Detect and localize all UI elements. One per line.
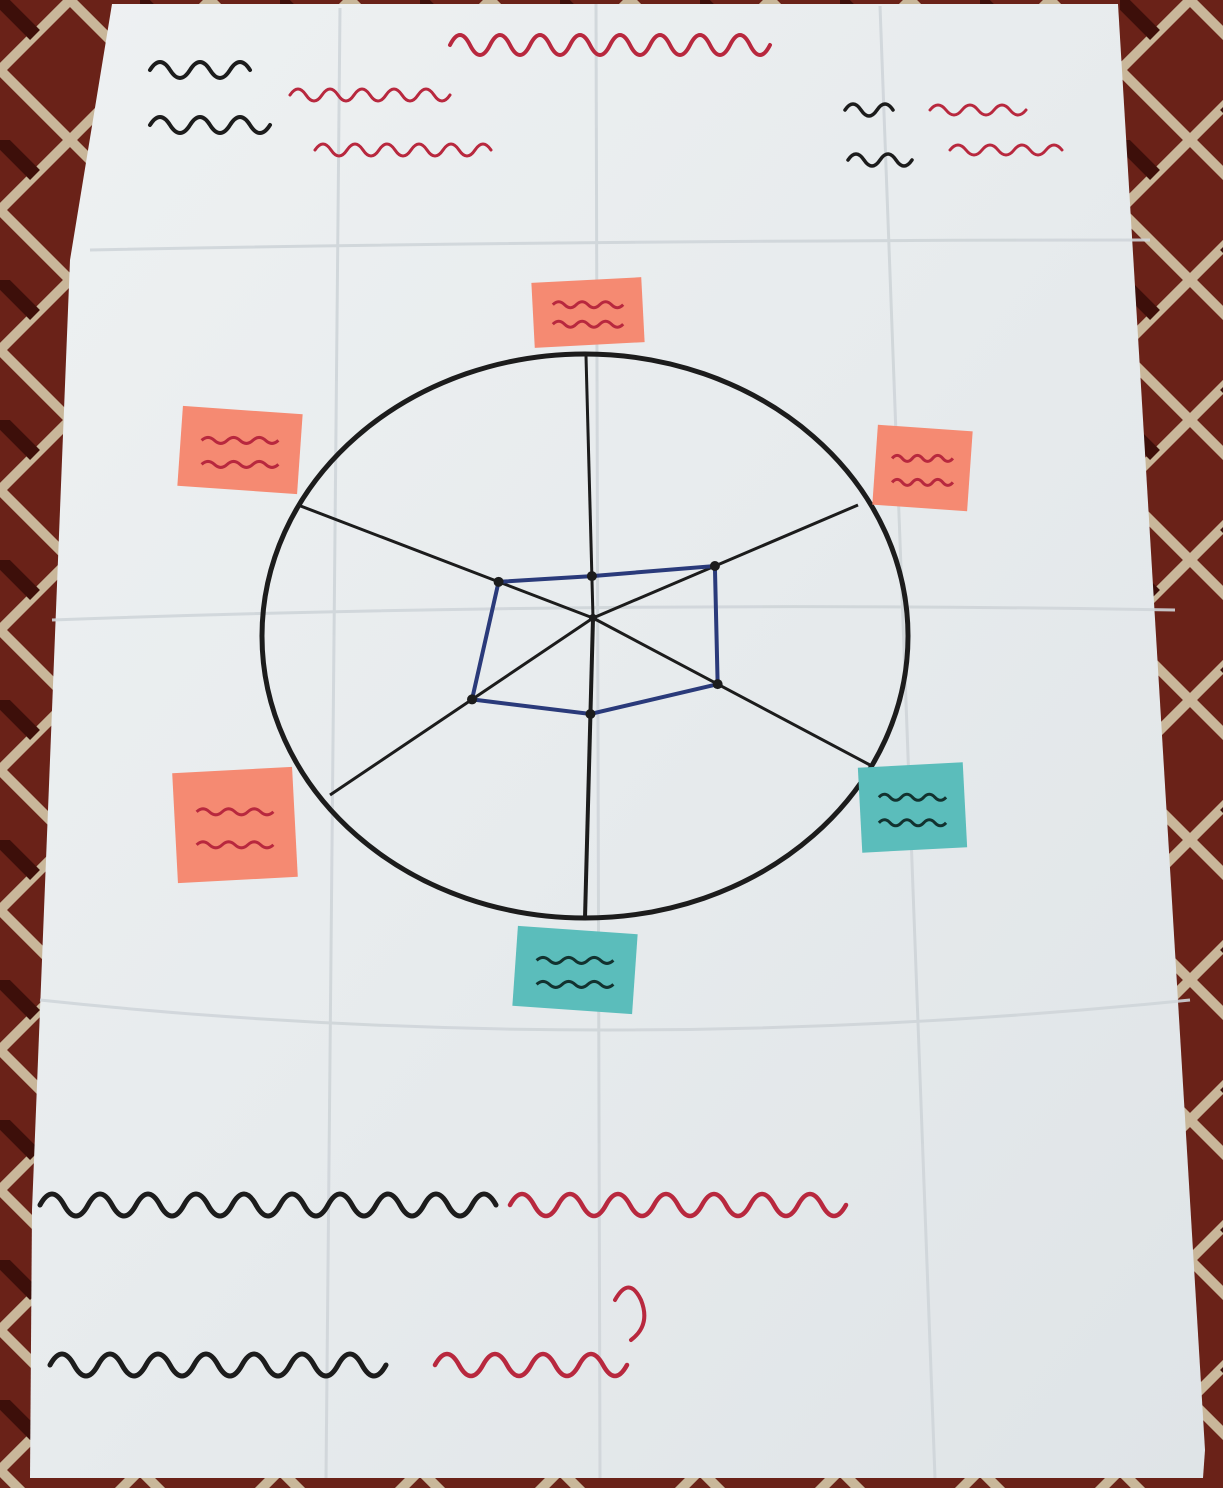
profile-point-3 xyxy=(713,679,723,689)
sticky-note-top xyxy=(531,277,644,348)
profile-point-6 xyxy=(494,577,504,587)
sticky-note-paper xyxy=(858,762,967,852)
sticky-note-bottom xyxy=(512,926,637,1014)
center-point xyxy=(589,614,597,622)
sticky-note-paper xyxy=(512,926,637,1014)
sticky-note-lower-left xyxy=(172,767,298,883)
profile-point-5 xyxy=(467,694,477,704)
sticky-note-paper xyxy=(872,425,972,511)
sticky-note-upper-right xyxy=(872,425,972,511)
profile-point-2 xyxy=(710,561,720,571)
sticky-note-paper xyxy=(177,406,302,494)
sticky-note-paper xyxy=(531,277,644,348)
sticky-note-paper xyxy=(172,767,298,883)
profile-point-4 xyxy=(585,709,595,719)
sticky-note-upper-left xyxy=(177,406,302,494)
sticky-note-lower-right xyxy=(858,762,967,852)
profile-point-1 xyxy=(587,571,597,581)
paper-sheet xyxy=(30,4,1205,1478)
